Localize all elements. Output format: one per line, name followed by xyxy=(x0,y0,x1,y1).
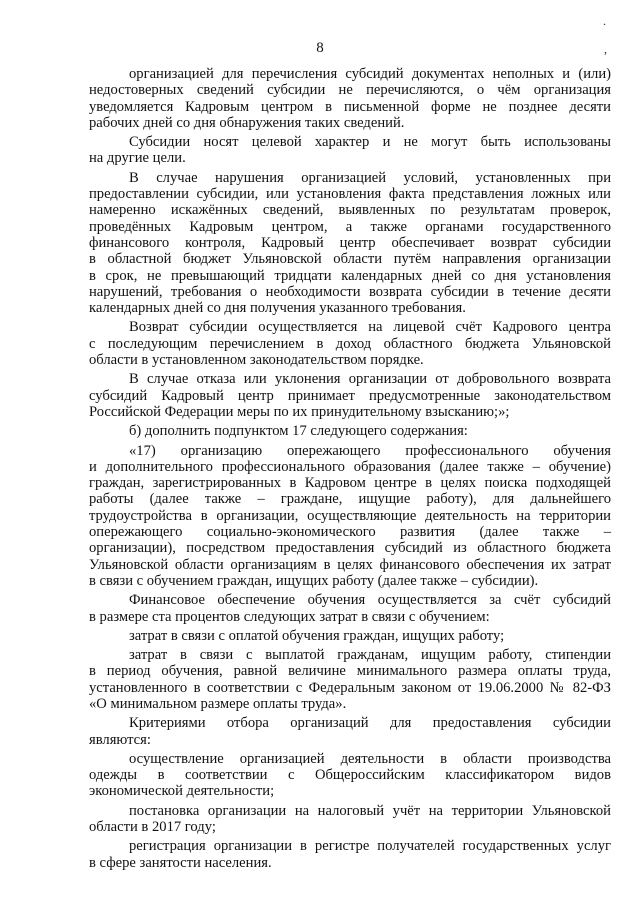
paragraph xyxy=(89,592,611,625)
paragraph xyxy=(89,319,611,368)
text-line: одежды в соответствии с Общероссийским классификатором видов xyxy=(89,767,611,784)
text-line: в областной бюджет Ульяновской области путём направления организации xyxy=(89,251,611,268)
text-line: «О минимальном размере оплаты труда». xyxy=(89,695,347,712)
paragraph xyxy=(89,170,611,317)
text-line: граждан, зарегистрированных в Кадровом центре в целях поиска подходящей xyxy=(89,475,611,492)
text-line: затрат в связи с выплатой гражданам, ищущим работу, стипендии xyxy=(129,647,611,664)
text-line: организации), посредством предоставления субсидий из областного бюджета xyxy=(89,540,611,557)
paragraph xyxy=(89,751,611,800)
paragraph xyxy=(89,371,611,420)
text-line: затрат в связи с оплатой обучения граждан, ищущих работу; xyxy=(129,627,505,644)
text-line: экономической деятельности; xyxy=(89,783,275,800)
text-line: области в установленном законодательством порядке. xyxy=(89,352,424,369)
document-body xyxy=(89,66,611,874)
text-line: В случае нарушения организацией условий, установленных при xyxy=(129,169,611,186)
text-line: Финансовое обеспечение обучения осуществляется за счёт субсидий xyxy=(129,592,611,609)
text-line: области в 2017 году; xyxy=(89,819,216,836)
text-line: в связи с обучением граждан, ищущих работу (далее также – субсидии). xyxy=(89,572,539,589)
text-line: в срок, не превышающий тридцати календарных дней со дня установления xyxy=(89,267,611,284)
text-line: намеренно искажённых сведений, выявленных по результатам проверок, xyxy=(89,202,611,219)
text-line: предоставлении субсидии, или установления факта представления ложных или xyxy=(89,186,611,203)
text-line: В случае отказа или уклонения организации от добровольного возврата xyxy=(129,371,611,388)
text-line: нарушений, требования о необходимости возврата субсидии в течение десяти xyxy=(89,283,611,300)
text-line: трудоустройства в организации, осуществляющие деятельность на территории xyxy=(89,507,611,524)
paragraph xyxy=(89,423,611,439)
paragraph xyxy=(89,803,611,836)
paragraph xyxy=(89,134,611,167)
text-line: финансового контроля, Кадровый центр обеспечивает возврат субсидии xyxy=(89,234,611,251)
text-line: регистрация организации в регистре получателей государственных услуг xyxy=(129,838,611,855)
text-line: б) дополнить подпунктом 17 следующего содержания: xyxy=(129,423,468,440)
text-line: являются: xyxy=(89,731,151,748)
text-line: календарных дней со дня получения указанного требования. xyxy=(89,300,466,317)
paragraph xyxy=(89,628,611,644)
text-line: осуществление организацией деятельности в области производства xyxy=(129,750,611,767)
text-line: опережающего социально-экономического развития (далее также – xyxy=(89,524,611,541)
text-line: на другие цели. xyxy=(89,150,186,167)
text-line: Субсидии носят целевой характер и не могут быть использованы xyxy=(129,134,611,151)
text-line: Российской Федерации меры по их принудительному взысканию;»; xyxy=(89,403,510,420)
text-line: Ульяновской области организациям в целях финансового обеспечения их затрат xyxy=(89,556,611,573)
text-line: Критериями отбора организаций для предоставления субсидии xyxy=(129,715,611,732)
page-number: 8 xyxy=(316,40,324,56)
text-line: работы (далее также – граждане, ищущие работу), для дальнейшего xyxy=(89,491,611,508)
corner-mark-side: , xyxy=(604,42,607,56)
text-line: в сфере занятости населения. xyxy=(89,854,272,871)
text-line: с последующим перечислением в доход областного бюджета Ульяновской xyxy=(89,335,611,352)
text-line: в период обучения, равной величине минимального размера оплаты труда, xyxy=(89,663,611,680)
paragraph xyxy=(89,443,611,590)
text-line: рабочих дней со дня обнаружения таких сведений. xyxy=(89,114,405,131)
text-line: проведённых Кадровым центром, а также органами государственного xyxy=(89,218,611,235)
paragraph xyxy=(89,66,611,131)
corner-mark-top: . xyxy=(603,14,606,28)
text-line: постановка организации на налоговый учёт на территории Ульяновской xyxy=(129,802,611,819)
text-line: субсидий Кадровый центр принимает предусмотренные законодательством xyxy=(89,387,611,404)
text-line: «17) организацию опережающего профессионального обучения xyxy=(129,442,611,459)
text-line: уведомляется Кадровым центром в письменной форме не позднее десяти xyxy=(89,98,611,115)
paragraph xyxy=(89,647,611,712)
text-line: организацией для перечисления субсидий документах неполных и (или) xyxy=(129,66,611,82)
paragraph xyxy=(89,715,611,748)
text-line: недостоверных сведений субсидии не перечисляются, о чём организация xyxy=(89,82,611,99)
paragraph xyxy=(89,838,611,871)
text-line: установленного в соответствии с Федеральным законом от 19.06.2000 № 82-ФЗ xyxy=(89,679,611,696)
text-line: и дополнительного профессионального образования (далее также – обучение) xyxy=(89,458,611,475)
text-line: в размере ста процентов следующих затрат в связи с обучением: xyxy=(89,608,490,625)
text-line: Возврат субсидии осуществляется на лицевой счёт Кадрового центра xyxy=(129,319,611,336)
